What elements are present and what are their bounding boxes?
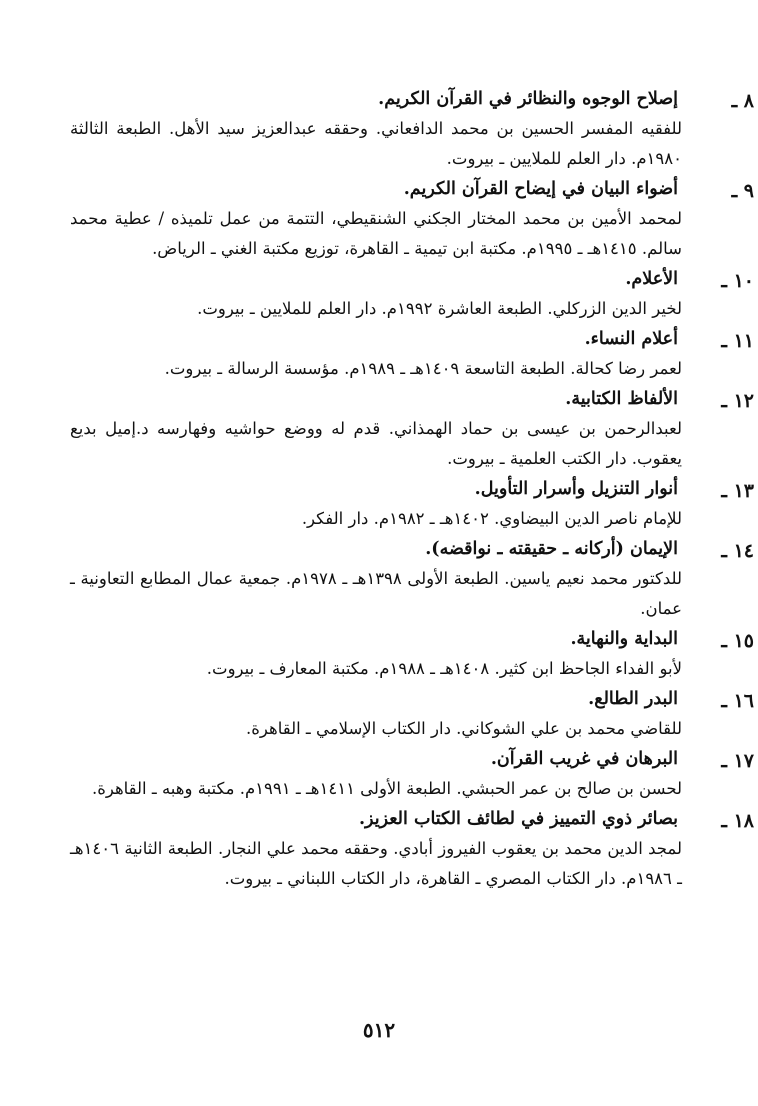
entry-title: أعلام النساء. [584,329,678,349]
entry-description: لحسن بن صالح بن عمر الحبشي. الطبعة الأولى ١٤١١هـ ـ ١٩٩١م. مكتبة وهبه ـ القاهرة. [91,779,682,798]
entry-title: البرهان في غريب القرآن. [490,749,678,769]
entry-description: للدكتور محمد نعيم ياسين. الطبعة الأولى ١٣٩٨هـ ـ ١٩٧٨م. جمعية عمال المطابع التعاونية ـ عمان. [70,569,682,618]
bib-entry [70,744,754,804]
entry-description: لمحمد الأمين بن محمد المختار الجكني الشنقيطي، التتمة من عمل تلميذه / عطية محمد سالم. ١٤١٥هـ ـ ١٩٩٥م. مكتبة ابن تيمية ـ القاهرة، توزيع مكتبة الغني ـ الرياض. [70,209,682,258]
bibliography-list [70,84,754,894]
bib-entry [70,174,754,264]
entry-title: البداية والنهاية. [570,629,678,649]
entry-number: ١٧ ـ [721,750,754,772]
page-number: ٥١٢ [362,1018,396,1042]
entry-number: ١٢ ـ [721,390,754,412]
entry-title: بصائر ذوي التمييز في لطائف الكتاب العزيز. [358,809,678,829]
bib-entry [70,624,754,684]
entry-number: ١٥ ـ [721,630,754,652]
bib-entry [70,534,754,624]
bib-entry [70,384,754,474]
entry-number: ١٨ ـ [721,810,754,832]
entry-number: ٩ ـ [731,180,754,202]
entry-number: ١٠ ـ [721,270,754,292]
entry-title: أضواء البيان في إيضاح القرآن الكريم. [403,179,678,199]
bib-entry [70,474,754,534]
entry-title: إصلاح الوجوه والنظائر في القرآن الكريم. [378,89,678,109]
bib-entry [70,684,754,744]
bib-entry [70,324,754,384]
entry-description: لعبدالرحمن بن عيسى بن حماد الهمذاني. قدم له ووضع حواشيه وفهارسه د.إميل بديع يعقوب. دار الكتب العلمية ـ بيروت. [70,419,682,468]
entry-description: للفقيه المفسر الحسين بن محمد الدافعاني. وحققه عبدالعزيز سيد الأهل. الطبعة الثالثة ١٩٨٠م. دار العلم للملايين ـ بيروت. [70,119,682,168]
entry-number: ١٤ ـ [721,540,754,562]
entry-title: الأعلام. [625,269,678,289]
entry-title: أنوار التنزيل وأسرار التأويل. [474,479,678,499]
entry-number: ١٣ ـ [721,480,754,502]
entry-number: ١٦ ـ [721,690,754,712]
entry-description: للقاضي محمد بن علي الشوكاني. دار الكتاب الإسلامي ـ القاهرة. [246,719,682,738]
entry-title: الإيمان (أركانه ـ حقيقته ـ نواقضه). [425,539,678,559]
entry-number: ٨ ـ [731,90,754,112]
entry-title: الألفاظ الكتابية. [565,389,678,409]
entry-title: البدر الطالع. [588,689,678,709]
entry-description: لأبو الفداء الجاحظ ابن كثير. ١٤٠٨هـ ـ ١٩٨٨م. مكتبة المعارف ـ بيروت. [206,659,682,678]
entry-description: لعمر رضا كحالة. الطبعة التاسعة ١٤٠٩هـ ـ ١٩٨٩م. مؤسسة الرسالة ـ بيروت. [164,359,682,378]
entry-number: ١١ ـ [721,330,754,352]
entry-description: لخير الدين الزركلي. الطبعة العاشرة ١٩٩٢م. دار العلم للملايين ـ بيروت. [197,299,682,318]
entry-description: لمجد الدين محمد بن يعقوب الفيروز أبادي. وحققه محمد علي النجار. الطبعة الثانية ١٤٠٦هـ ـ ١٩٨٦م. دار الكتاب المصري ـ القاهرة، دار الكتاب اللبناني ـ بيروت. [70,839,682,888]
entry-description: للإمام ناصر الدين البيضاوي. ١٤٠٢هـ ـ ١٩٨٢م. دار الفكر. [301,509,682,528]
bib-entry [70,804,754,894]
bib-entry [70,264,754,324]
bib-entry [70,84,754,174]
